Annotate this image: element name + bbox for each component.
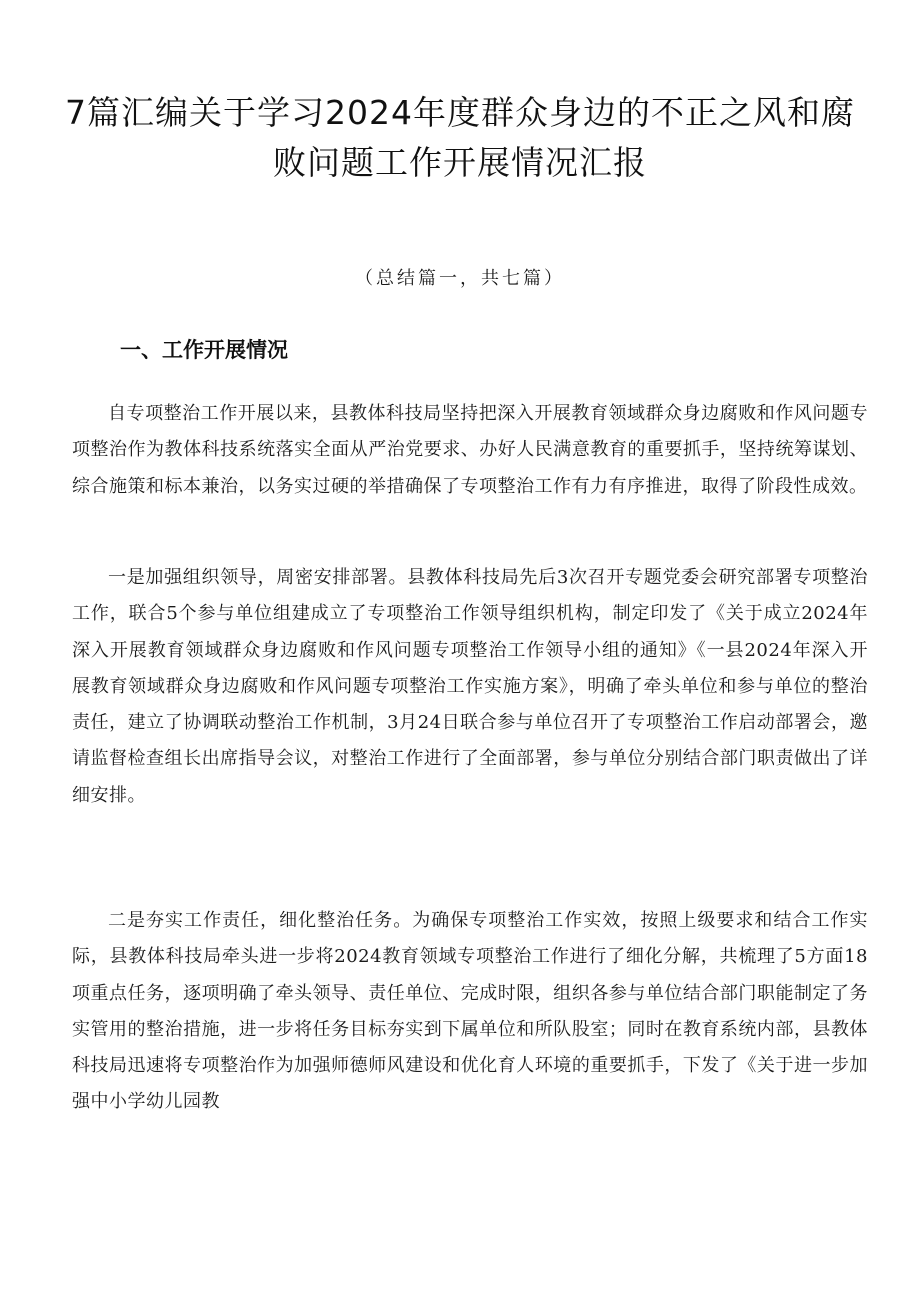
body-paragraph: 一是加强组织领导，周密安排部署。县教体科技局先后3次召开专题党委会研究部署专项整治工作，联合5个参与单位组建成立了专项整治工作领导组织机构，制定印发了《关于成立2024年深入开展教育领域群众身边腐败和作风问题专项整治工作领导小组的通知》《一县2024年深入开展教育领域群众身边腐败和作风问题专项整治工作实施方案》，明确了牵头单位和参与单位的整治责任，建立了协调联动整治工作机制，3月24日联合参与单位召开了专项整治工作启动部署会，邀请监督检查组长出席指导会议，对整治工作进行了全面部署，参与单位分别结合部门职责做出了详细安排。: [72, 567, 868, 806]
body-paragraph: 自专项整治工作开展以来，县教体科技局坚持把深入开展教育领域群众身边腐败和作风问题专项整治作为教体科技系统落实全面从严治党要求、办好人民满意教育的重要抓手，坚持统筹谋划、综合施策和标本兼治，以务实过硬的举措确保了专项整治工作有力有序推进，取得了阶段性成效。: [72, 403, 868, 497]
section-heading: 一、工作开展情况: [120, 338, 288, 362]
body-paragraph: 二是夯实工作责任，细化整治任务。为确保专项整治工作实效，按照上级要求和结合工作实际，县教体科技局牵头进一步将2024教育领域专项整治工作进行了细化分解，共梳理了5方面18项重点任务，逐项明确了牵头领导、责任单位、完成时限，组织各参与单位结合部门职能制定了务实管用的整治措施，进一步将任务目标夯实到下属单位和所队股室；同时在教育系统内部，县教体科技局迅速将专项整治作为加强师德师风建设和优化育人环境的重要抓手，下发了《关于进一步加强中小学幼儿园教: [72, 910, 868, 1113]
document-subtitle: （总结篇一，共七篇）: [355, 268, 565, 289]
document-title: 7篇汇编关于学习2024年度群众身边的不正之风和腐败问题工作开展情况汇报: [65, 93, 855, 182]
